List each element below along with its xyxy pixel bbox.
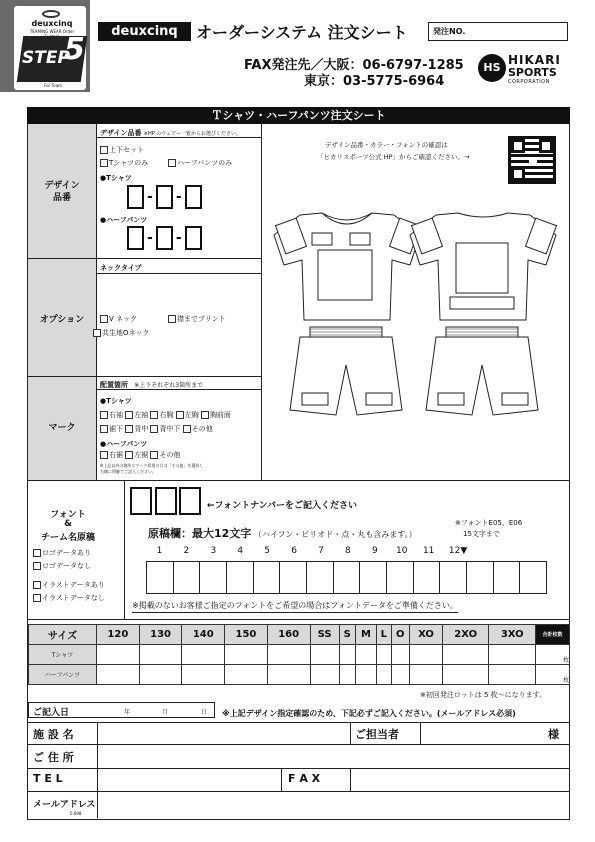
qty-cell[interactable] (489, 665, 536, 685)
qty-cell[interactable] (267, 645, 310, 665)
logo-ring-icon (42, 10, 60, 18)
tel-label: T E L (33, 772, 63, 785)
date-label: ご記入日 (33, 708, 70, 718)
size-col-xo: XO (410, 625, 443, 645)
qty-cell[interactable] (410, 665, 443, 685)
char-num-5: 5 (264, 546, 271, 556)
total-pants[interactable] (536, 665, 570, 685)
date-day: 日 (201, 709, 208, 716)
contact-table (28, 722, 570, 818)
brand-badge: deuxcinq (98, 22, 191, 41)
company-line3: CORPORATION (508, 79, 550, 85)
logo-step: STEP (22, 48, 70, 68)
font-number-prompt: ←フォントナンバーをご記入ください (207, 501, 358, 511)
char-num-6: 6 (291, 546, 297, 556)
option-oneck[interactable] (93, 328, 150, 338)
date-year: 年 (124, 709, 131, 716)
font-label1: フォント (50, 510, 86, 520)
mark-note1: ※上記以外の箇所にマーク希望の方は「その他」を選択し (100, 463, 204, 468)
size-col-l: L (377, 625, 391, 645)
option-collar-print[interactable] (168, 314, 226, 324)
form-code: 0.898 (70, 811, 82, 816)
qty-cell[interactable] (442, 645, 488, 665)
qty-cell[interactable] (267, 665, 310, 685)
mark-t-4[interactable] (201, 411, 231, 419)
company-line1: HIKARI (508, 53, 561, 67)
entry-date-box[interactable] (28, 702, 215, 718)
char-num-11: 11 (422, 546, 435, 556)
design-tshirt-label: ●Tシャツ (100, 174, 132, 182)
font-number-boxes[interactable] (130, 487, 201, 517)
confirm-note: ※上記デザイン指定確認のため、下記必ずご記入ください。(メールアドレス必須) (222, 709, 516, 718)
option-oneck-label: 共生地Oネック (102, 329, 150, 337)
tshirt-back-icon (410, 213, 556, 415)
font-opt-illust-no-label: イラストデータなし (42, 594, 105, 602)
size-row-tshirt: Tシャツ (29, 645, 97, 665)
design-pants-label: ●ハーフパンツ (100, 216, 148, 224)
mark-head-note: ※上下それぞれ3箇所まで (134, 382, 204, 389)
qty-cell[interactable] (377, 645, 391, 665)
qty-cell[interactable] (391, 645, 410, 665)
garment-illustration (262, 205, 568, 427)
mark-pants-label: ●ハーフパンツ (100, 440, 148, 448)
mark-tshirt-options (100, 408, 260, 436)
design-tshirt-code[interactable]: - - (127, 185, 202, 209)
unit-label: 枚 (562, 677, 569, 684)
logo-caption: For Team (43, 83, 63, 88)
qty-cell[interactable] (377, 665, 391, 685)
email-input[interactable] (98, 792, 568, 817)
fax-tokyo: 東京：03-5775-6964 (304, 74, 445, 89)
qty-cell[interactable] (391, 665, 410, 685)
sama-label: 様 (548, 728, 559, 741)
tshirt-front-icon (274, 213, 420, 415)
mark-t-8-label: その他 (191, 425, 213, 433)
option-vneck[interactable] (100, 314, 137, 324)
size-col-130: 130 (139, 625, 182, 645)
page-title: オーダーシステム 注文シート (196, 23, 408, 42)
qty-cell[interactable] (355, 645, 376, 665)
address-input[interactable] (98, 745, 568, 767)
mark-pants-options (100, 450, 180, 460)
qty-cell[interactable] (339, 645, 355, 665)
mark-p-0[interactable] (100, 451, 123, 459)
option-vneck-label: V ネック (109, 315, 138, 323)
char-num-2: 2 (183, 546, 190, 556)
fax-osaka: FAX発注先／大阪：06-6797-1285 (244, 58, 464, 73)
mark-t-1-label: 左袖 (134, 411, 149, 419)
info-note1: デザイン品番・カラー・フォントの確認は (325, 141, 448, 149)
mark-t-1[interactable] (125, 411, 148, 419)
step5-logo (0, 0, 90, 92)
option-collar-print-label: 襟までプリント (177, 315, 226, 323)
mark-label: マーク (48, 423, 76, 433)
design-label: デザイン 品番 (44, 181, 80, 203)
mark-t-3[interactable] (176, 411, 199, 419)
font-opt-illust-no[interactable] (33, 593, 105, 603)
mark-head: 配置箇所 (100, 381, 128, 389)
hikari-logo-icon (478, 54, 506, 82)
qty-cell[interactable] (225, 645, 268, 665)
size-col-s: S (339, 625, 355, 645)
font-label3: チーム名原稿 (40, 533, 95, 543)
design-opt-set[interactable] (100, 145, 144, 155)
qty-cell[interactable] (97, 645, 140, 665)
address-label: ご 住 所 (33, 751, 74, 764)
design-opt-set-label: 上下セット (109, 146, 144, 154)
unit-label: 枚 (562, 657, 569, 664)
mark-t-6-label: 背中 (134, 425, 149, 433)
qty-cell[interactable] (182, 645, 225, 665)
size-col-o: O (391, 625, 410, 645)
mark-t-0[interactable] (100, 411, 123, 419)
size-col-total: 合計枚数 (536, 625, 570, 645)
design-opt-pants[interactable] (168, 158, 232, 168)
size-col-2xo: 2XO (442, 625, 488, 645)
qty-cell[interactable] (310, 645, 339, 665)
option-label: オプション (39, 315, 85, 325)
font-opt-illust-yes[interactable] (33, 580, 105, 590)
design-opt-pants-label: ハーフパンツのみ (177, 159, 233, 167)
lot-note: ※初回発注ロットは 5 枚〜になります。 (420, 691, 547, 699)
qty-cell[interactable] (339, 665, 355, 685)
qty-cell[interactable] (182, 665, 225, 685)
design-head: デザイン品番 (100, 129, 142, 137)
total-tshirt[interactable] (536, 645, 570, 665)
logo-brand: deuxcinq (31, 19, 73, 28)
logo-number: 5 (64, 32, 85, 67)
date-month: 月 (162, 709, 169, 716)
char-num-1: 1 (156, 546, 163, 556)
font-side-note2: 15文字まで (463, 530, 500, 538)
person-label: ご担当者 (355, 728, 399, 741)
size-header-label: サイズ (29, 625, 97, 645)
design-opt-tshirt-label: Tシャツのみ (109, 159, 149, 167)
char-num-10: 10 (396, 546, 408, 556)
mark-t-7[interactable] (150, 425, 180, 433)
qr-code-icon[interactable] (508, 136, 556, 184)
sheet-title: Ｔシャツ・ハーフパンツ注文シート (27, 107, 570, 124)
font-footnote: ※掲載のないお客様ご指定のフォントをご希望の場合はフォントデータをご準備ください。 (132, 600, 458, 613)
size-col-150: 150 (225, 625, 268, 645)
size-col-140: 140 (182, 625, 225, 645)
mark-p-1[interactable] (125, 451, 148, 459)
mark-p-0-label: 右裾 (109, 451, 123, 459)
size-col-3xo: 3XO (489, 625, 536, 645)
font-opt-logo-yes-label: ロゴデータあり (42, 549, 91, 557)
size-col-160: 160 (267, 625, 310, 645)
font-max-text: 原稿欄：最大12文字 (148, 527, 252, 540)
mark-p-2[interactable] (150, 451, 180, 459)
facility-label: 施 設 名 (33, 728, 74, 741)
qty-cell[interactable] (139, 665, 182, 685)
order-number-box[interactable] (428, 22, 568, 41)
mark-t-0-label: 右袖 (109, 411, 123, 419)
qty-cell[interactable] (97, 665, 140, 685)
mark-t-5[interactable] (100, 425, 123, 433)
logo-sub: TEAMING WEAR Order (29, 29, 75, 34)
char-num-12: 12▼ (448, 546, 468, 556)
info-note2: 「ヒカリスポーツ公式 HP」からご確認ください。→ (317, 153, 470, 161)
mark-t-2-label: 右胸 (159, 411, 174, 419)
mark-t-2[interactable] (150, 411, 173, 419)
font-opt-logo-no[interactable] (33, 561, 91, 571)
char-number-row (146, 546, 474, 556)
size-table (28, 624, 570, 685)
font-max-note: （ハイフン・ピリオド・点・丸も含みます。） (253, 530, 417, 539)
mark-t-4-label: 胸前面 (209, 411, 231, 419)
facility-input[interactable] (98, 723, 349, 743)
email-label: メールアドレス (33, 800, 96, 810)
size-col-m: M (355, 625, 376, 645)
team-name-boxes[interactable] (146, 561, 547, 594)
design-head-note: ※HP のウェアー一覧からお選びください。 (143, 131, 241, 137)
mark-t-7-label: 背中下 (159, 425, 181, 433)
char-num-3: 3 (210, 546, 217, 556)
order-number-label: 発注NO. (433, 27, 466, 36)
design-pants-code[interactable]: - - (127, 226, 202, 250)
fax-input[interactable] (351, 769, 568, 790)
qty-cell[interactable] (489, 645, 536, 665)
size-row-pants: ハーフパンツ (29, 665, 97, 685)
qty-cell[interactable] (410, 645, 443, 665)
mark-note2: 右側に図解でご記入ください。 (100, 469, 156, 474)
char-num-4: 4 (237, 546, 244, 556)
qty-cell[interactable] (139, 645, 182, 665)
mark-tshirt-label: ●Tシャツ (100, 397, 132, 405)
mark-t-5-label: 裾下 (109, 425, 123, 433)
qty-cell[interactable] (355, 665, 376, 685)
char-num-7: 7 (318, 546, 324, 556)
design-opt-tshirt[interactable] (100, 158, 148, 168)
mark-t-3-label: 左胸 (184, 411, 199, 419)
char-num-9: 9 (371, 546, 378, 556)
mark-p-2-label: その他 (159, 451, 181, 459)
font-side-note1: ※フォントE05、E06 (455, 519, 523, 527)
mark-p-1-label: 左裾 (134, 451, 149, 459)
company-line2: SPORTS (508, 66, 557, 79)
font-opt-logo-no-label: ロゴデータなし (42, 562, 91, 570)
tel-input[interactable] (98, 769, 280, 790)
mark-t-8[interactable] (183, 425, 213, 433)
option-head: ネックタイプ (100, 264, 142, 272)
char-num-8: 8 (345, 546, 351, 556)
mark-t-6[interactable] (125, 425, 148, 433)
hikari-mark: HS (483, 61, 501, 74)
font-label2: & (64, 519, 72, 529)
qty-cell[interactable] (225, 665, 268, 685)
font-opt-illust-yes-label: イラストデータあり (42, 581, 105, 589)
size-col-120: 120 (97, 625, 140, 645)
size-col-ss: SS (310, 625, 339, 645)
fax-label: F A X (288, 772, 321, 785)
font-opt-logo-yes[interactable] (33, 548, 91, 558)
person-input[interactable] (421, 723, 541, 743)
qty-cell[interactable] (442, 665, 488, 685)
qty-cell[interactable] (310, 665, 339, 685)
